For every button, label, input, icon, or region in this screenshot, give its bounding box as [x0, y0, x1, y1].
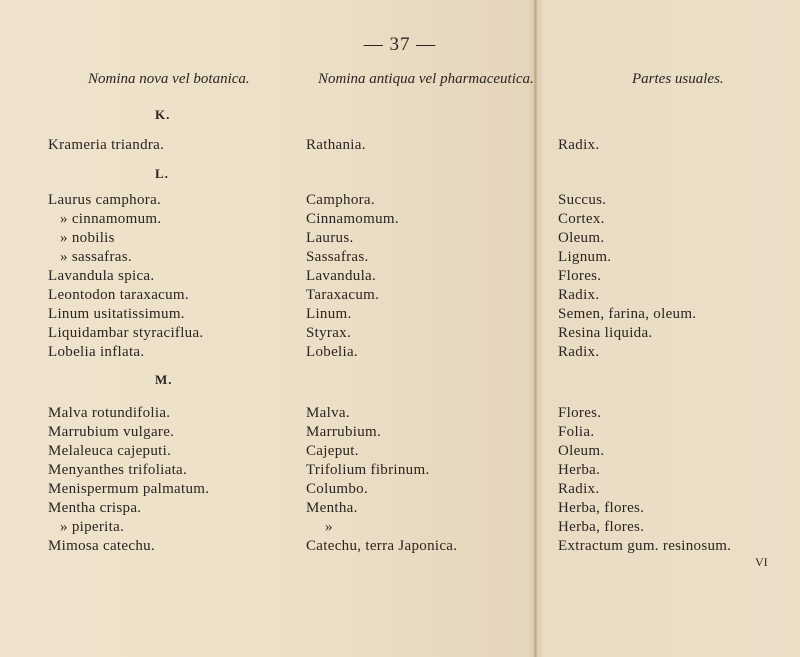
entry-pharmaceutical: Malva.: [306, 405, 350, 421]
entry-botanical: Liquidambar styraciflua.: [48, 325, 204, 341]
entry-part: Flores.: [558, 268, 602, 284]
entry-botanical: Mentha crispa.: [48, 500, 142, 516]
entry-part: Oleum.: [558, 443, 605, 459]
entry-botanical: Lavandula spica.: [48, 268, 155, 284]
entry-pharmaceutical: Camphora.: [306, 192, 375, 208]
entry-pharmaceutical: Laurus.: [306, 230, 354, 246]
entry-part: Oleum.: [558, 230, 605, 246]
entry-botanical: » sassafras.: [60, 249, 132, 265]
entry-botanical: Linum usitatissimum.: [48, 306, 185, 322]
entry-botanical: » cinnamomum.: [60, 211, 162, 227]
entry-part: Flores.: [558, 405, 602, 421]
entry-pharmaceutical: Lavandula.: [306, 268, 377, 284]
entry-pharmaceutical: Lobelia.: [306, 344, 358, 360]
entry-pharmaceutical: Marrubium.: [306, 424, 382, 440]
entry-part: Semen, farina, oleum.: [558, 306, 697, 322]
entry-botanical: » nobilis: [60, 230, 115, 246]
entry-pharmaceutical: Taraxacum.: [306, 287, 380, 303]
entry-pharmaceutical: Rathania.: [306, 137, 366, 153]
column-header-botanical: Nomina nova vel botanica.: [88, 71, 250, 87]
entry-pharmaceutical: Cajeput.: [306, 443, 359, 459]
entry-pharmaceutical: Sassafras.: [306, 249, 369, 265]
entry-pharmaceutical: Catechu, terra Japonica.: [306, 538, 458, 554]
entry-botanical: Malva rotundifolia.: [48, 405, 171, 421]
entry-pharmaceutical: Mentha.: [306, 500, 358, 516]
column-header-pharmaceutical: Nomina antiqua vel pharmaceutica.: [318, 71, 534, 87]
section-letter-l: L.: [155, 166, 169, 181]
entry-part: Radix.: [558, 481, 600, 497]
entry-botanical: Menyanthes trifoliata.: [48, 462, 188, 478]
entry-pharmaceutical: Linum.: [306, 306, 352, 322]
signature-mark: VI: [755, 555, 768, 569]
section-letter-m: M.: [155, 372, 173, 387]
entry-pharmaceutical: Cinnamomum.: [306, 211, 399, 227]
entry-pharmaceutical: Styrax.: [306, 325, 352, 341]
entry-part: Herba, flores.: [558, 500, 645, 516]
entry-part: Cortex.: [558, 211, 605, 227]
entry-pharmaceutical: Columbo.: [306, 481, 368, 497]
entry-part: Herba, flores.: [558, 519, 645, 535]
entry-botanical: Melaleuca cajeputi.: [48, 443, 172, 459]
page-fold: [534, 0, 537, 657]
entry-botanical: Marrubium vulgare.: [48, 424, 175, 440]
entry-botanical: Menispermum palmatum.: [48, 481, 210, 497]
column-header-parts: Partes usuales.: [632, 71, 724, 87]
entry-part: Radix.: [558, 287, 600, 303]
entry-pharmaceutical: »: [325, 519, 333, 535]
section-letter-k: K.: [155, 107, 171, 122]
entry-part: Herba.: [558, 462, 601, 478]
page-number: — 37 —: [363, 34, 437, 55]
entry-botanical: Krameria triandra.: [48, 137, 165, 153]
entry-part: Extractum gum. resinosum.: [558, 538, 732, 554]
entry-botanical: Leontodon taraxacum.: [48, 287, 189, 303]
entry-part: Succus.: [558, 192, 607, 208]
entry-part: Radix.: [558, 344, 600, 360]
entry-part: Resina liquida.: [558, 325, 653, 341]
entry-pharmaceutical: Trifolium fibrinum.: [306, 462, 430, 478]
entry-part: Radix.: [558, 137, 600, 153]
entry-botanical: Mimosa catechu.: [48, 538, 155, 554]
entry-botanical: Laurus camphora.: [48, 192, 162, 208]
entry-botanical: » piperita.: [60, 519, 125, 535]
entry-part: Lignum.: [558, 249, 612, 265]
entry-botanical: Lobelia inflata.: [48, 344, 145, 360]
entry-part: Folia.: [558, 424, 595, 440]
